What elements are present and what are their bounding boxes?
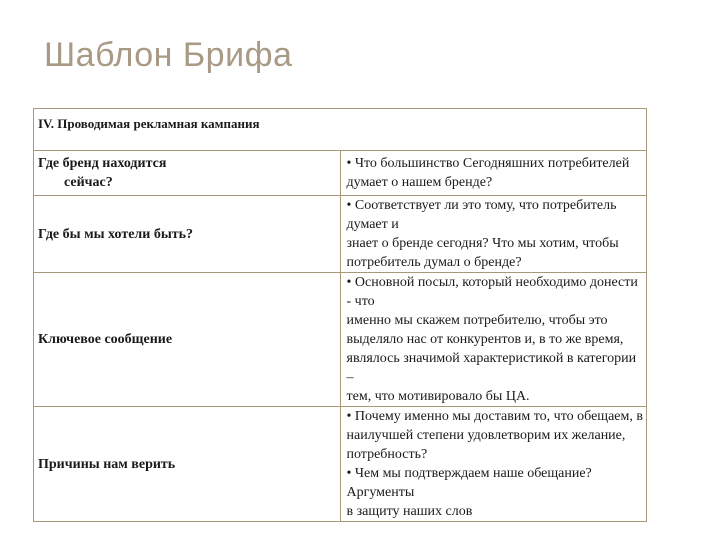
answer-line: • Основной посыл, который необходимо донести - что [346,275,638,309]
answer-line: потребность? [346,447,428,462]
question-line: Причины нам верить [38,456,176,472]
table-row [34,407,647,522]
answer-line: наилучшей степени удовлетворим их желание, [346,428,626,443]
table-row [34,273,647,407]
answer-line: знает о бренде сегодня? Что мы хотим, чтобы [346,236,619,251]
question-cell [34,273,341,407]
question-cell [34,151,341,196]
brief-table [33,108,647,522]
answer-line: потребитель думал о бренде? [346,255,522,270]
answer-cell [340,196,647,273]
answer-line: в защиту наших слов [346,504,473,519]
answer-line: • Почему именно мы доставим то, что обещаем, в [346,409,643,424]
answer-line: именно мы скажем потребителю, чтобы это [346,313,608,328]
answer-cell [340,151,647,196]
table-row [34,196,647,273]
table-row [34,151,647,196]
section-header-row [34,109,647,151]
answer-line: • Соответствует ли это тому, что потребитель думает и [346,198,617,232]
slide-title: Шаблон Брифа [44,36,293,74]
answer-line: • Что большинство Сегодняшних потребителей [346,156,630,171]
answer-cell [340,407,647,522]
answer-line: выделяло нас от конкурентов и, в то же время, [346,332,624,347]
question-line: Ключевое сообщение [38,332,173,347]
answer-line: тем, что мотивировало бы ЦА. [346,389,530,404]
answer-line: являлось значимой характеристикой в категории – [346,351,637,385]
question-cell [34,196,341,273]
answer-cell [340,273,647,407]
answer-line: • Чем мы подтверждаем наше обещание? Аргументы [346,466,592,500]
section-header: IV. Проводимая рекламная кампания [34,109,647,151]
question-line: Где бы мы хотели быть? [38,226,194,242]
question-line: Где бренд находится [38,156,167,171]
answer-line: думает о нашем бренде? [346,175,493,190]
question-line: сейчас? [64,175,113,190]
question-cell [34,407,341,522]
